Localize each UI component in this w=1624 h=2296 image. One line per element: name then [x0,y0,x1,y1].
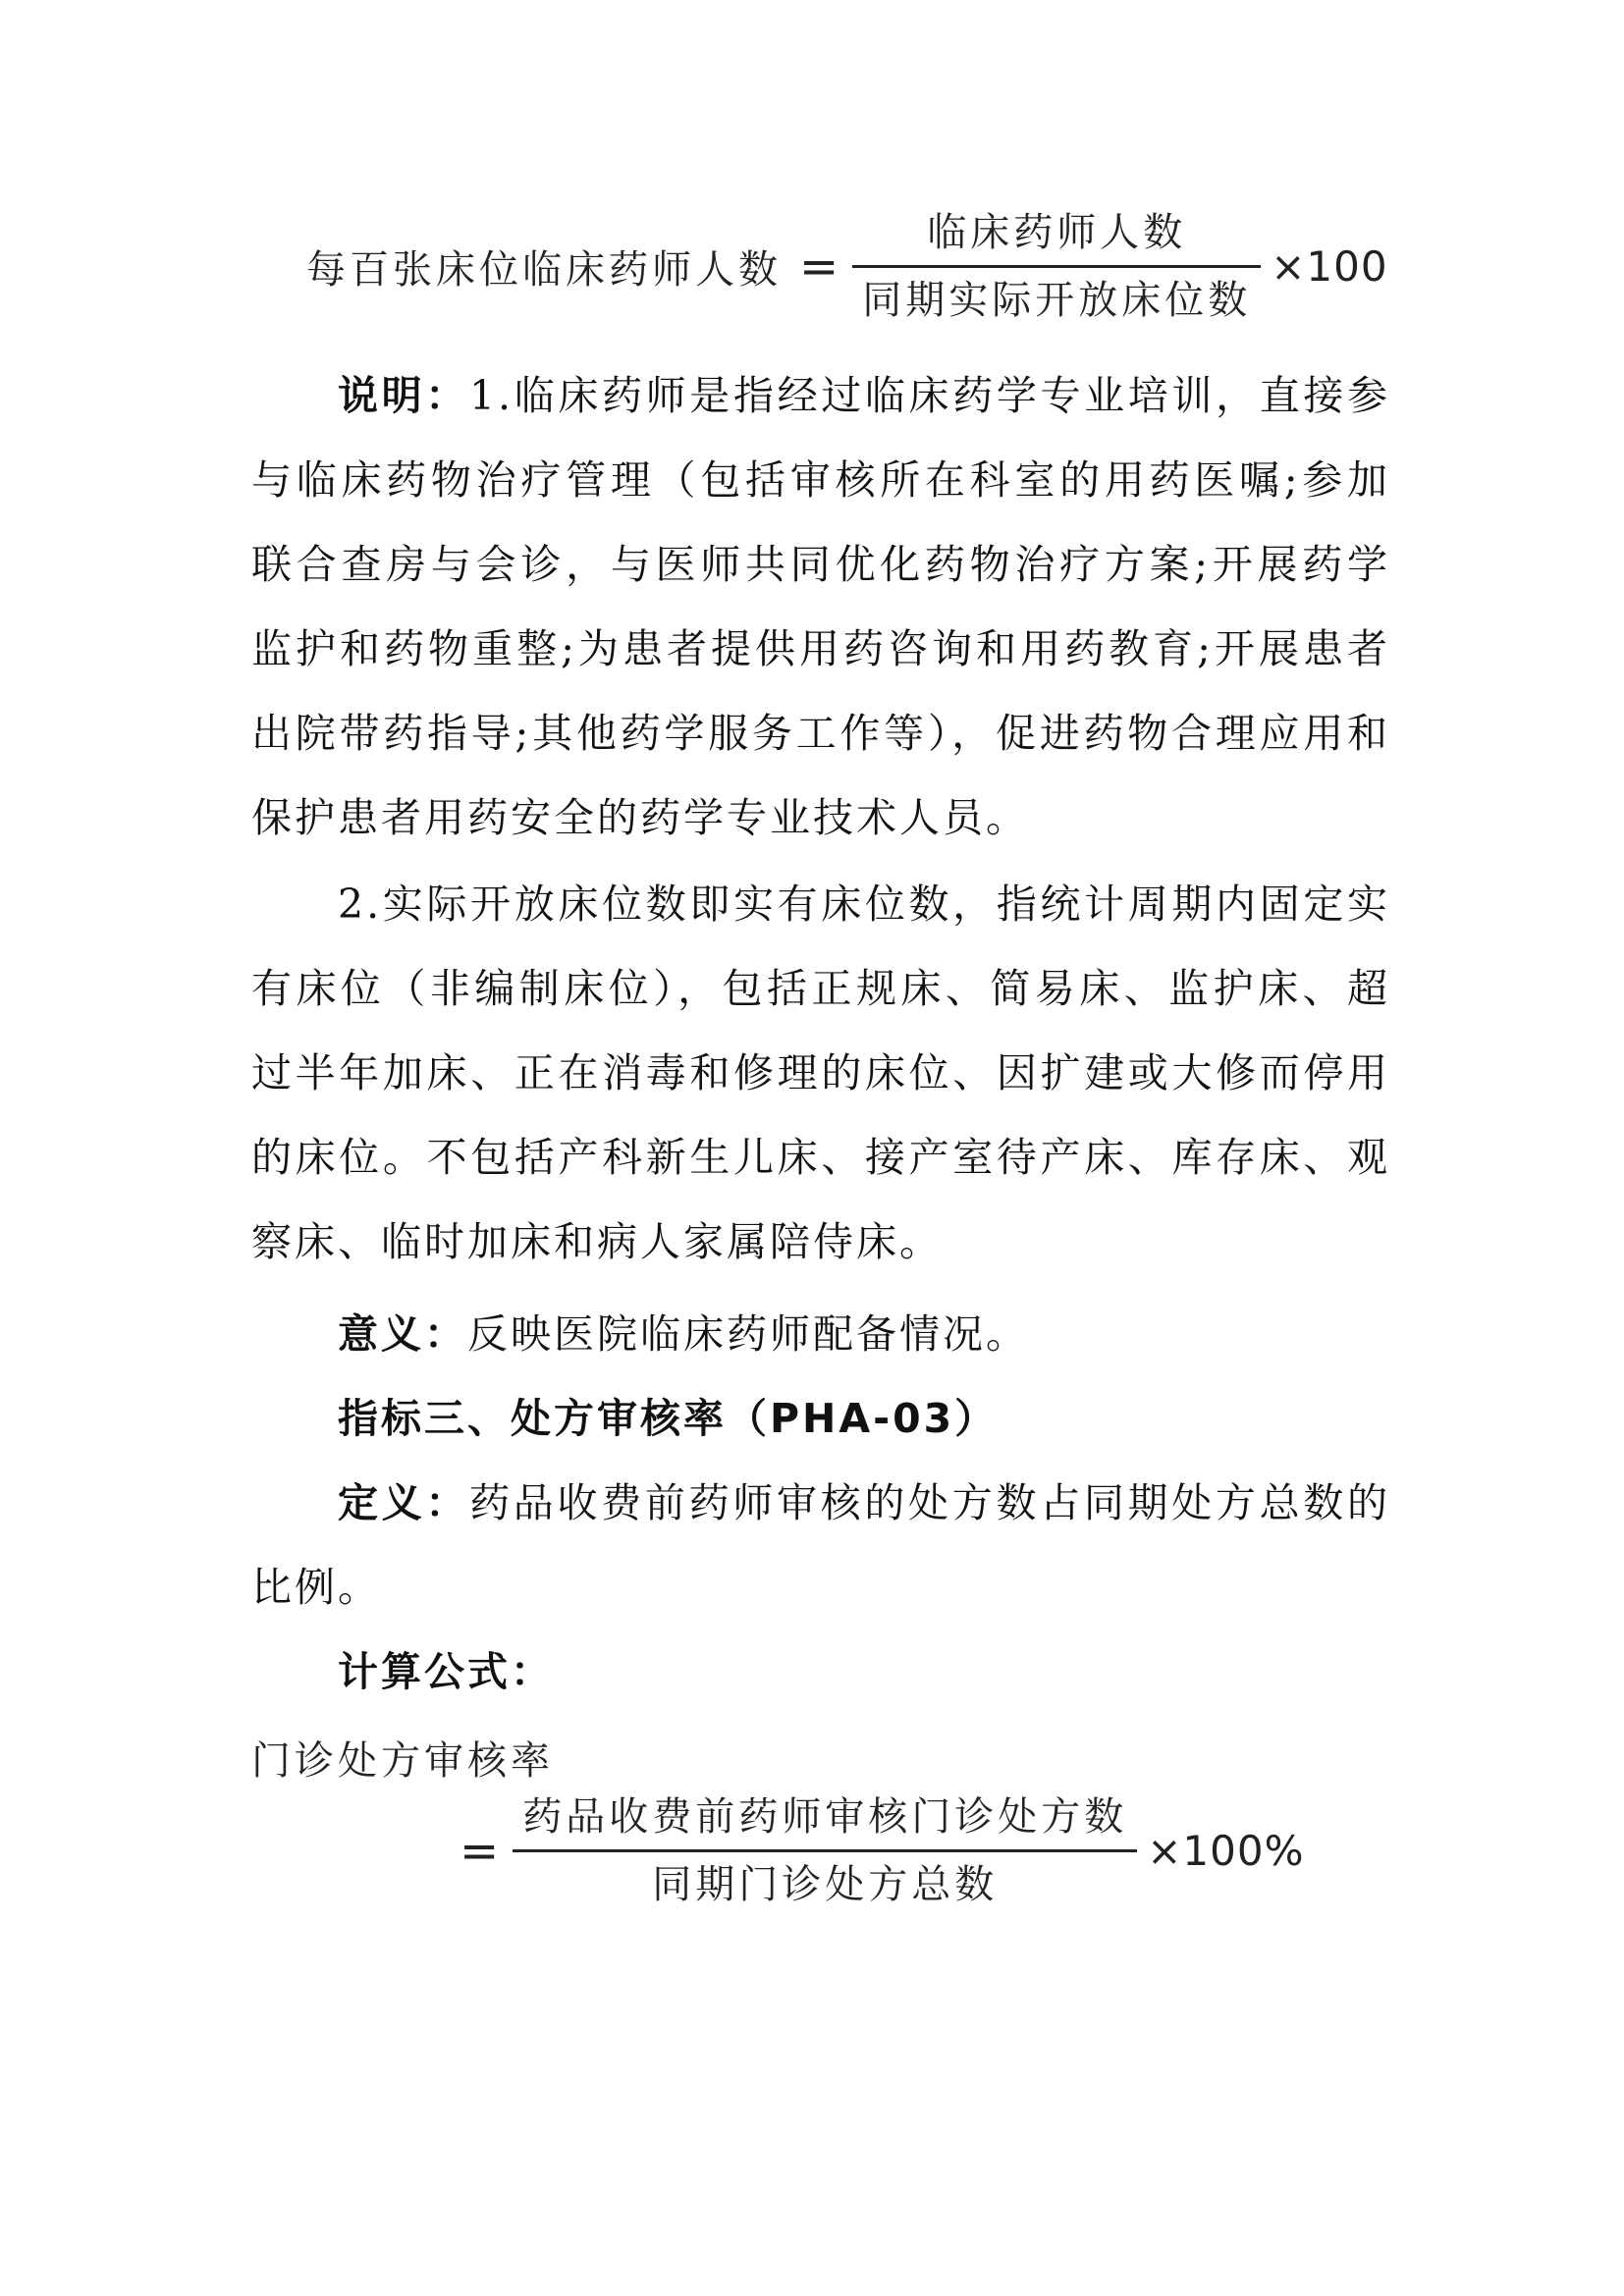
indicator-heading: 指标三、处方审核率（PHA-03） [338,1395,999,1442]
formula2-lhs: 门诊处方审核率 [251,1738,554,1784]
definition-text: 药品收费前药师审核的处方数占同期处方总数的比例。 [251,1479,1391,1611]
formula-multiplier: ×100% [1147,1827,1305,1875]
equals-sign: = [799,239,839,294]
fraction-numerator: 药品收费前药师审核门诊处方数 [522,1794,1128,1840]
formula-prescription-review-rate [442,1789,1304,1913]
definition-label: 定义： [338,1479,470,1526]
fraction [852,204,1261,329]
meaning-text: 反映医院临床药师配备情况。 [467,1310,1029,1358]
note-paragraph-2: 2.实际开放床位数即实有床位数，指统计周期内固定实有床位（非编制床位），包括正规床、简易床、监护床、超过半年加床、正在消毒和修理的床位、因扩建或大修而停用的床位。不包括产科新生儿床、接产室待产床、库存床、观察床、临时加床和病人家属陪侍床。 [251,881,1390,1265]
fraction-bar [513,1849,1137,1852]
note-1-text: 1.临床药师是指经过临床药学专业培训，直接参与临床药物治疗管理（包括审核所在科室的用药医嘱;参加联合查房与会诊，与医师共同优化药物治疗方案;开展药学监护和药物重整;为患者提供用药咨询和用药教育;开展患者出院带药指导;其他药学服务工作等），促进药物合理应用和保护患者用药安全的药学专业技术人员。 [251,372,1391,841]
fraction [513,1789,1137,1913]
fraction-bar [852,265,1261,268]
equals-sign: = [460,1823,500,1879]
fraction-denominator: 同期门诊处方总数 [652,1862,999,1907]
fraction-numerator: 临床药师人数 [927,210,1187,255]
fraction-denominator: 同期实际开放床位数 [862,278,1252,323]
formula-multiplier: ×100 [1271,242,1388,291]
definition-paragraph [251,1461,1390,1629]
meaning-label: 意义： [338,1310,467,1358]
formula-lhs: 每百张床位临床药师人数 [306,247,782,293]
note-label: 说明： [338,372,469,419]
meaning-paragraph [251,1292,1390,1376]
formula-beds-pharmacist [306,204,1388,329]
calc-formula-label: 计算公式： [338,1648,554,1695]
note-paragraph-1 [251,353,1390,860]
